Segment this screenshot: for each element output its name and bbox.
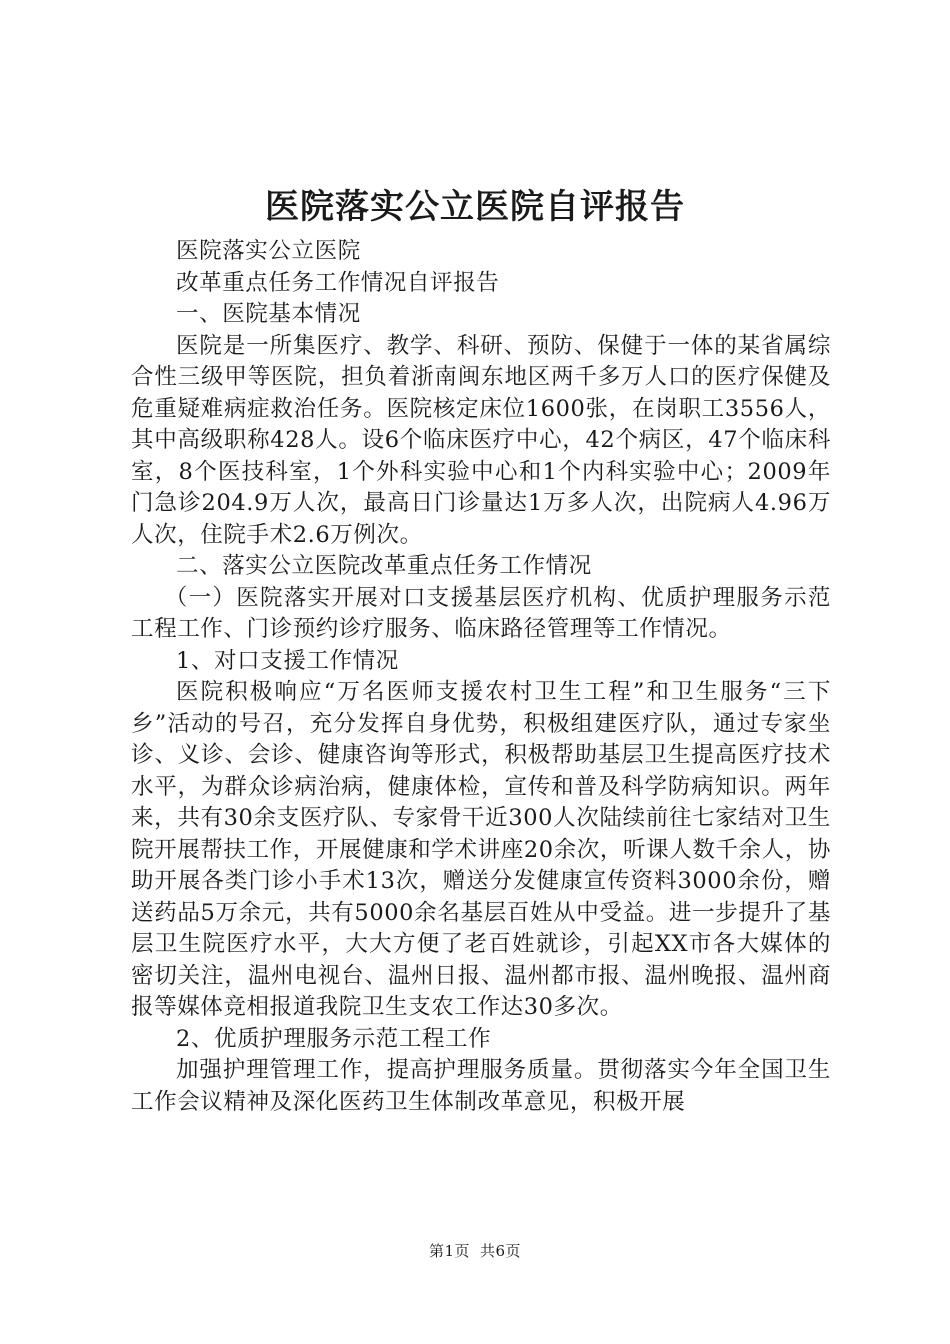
paragraph-support-work: 医院积极响应“万名医师支援农村卫生工程”和卫生服务“三下乡”活动的号召，充分发挥自身优势，积极组建医疗队，通过专家坐诊、义诊、会诊、健康咨询等形式，积极帮助基层卫生提高医疗技术水平，为群众诊病治病，健康体检，宣传和普及科学防病知识。两年来，共有30余支医疗队、专家骨干近300人次陆续前往七家结对卫生院开展帮扶工作，开展健康和学术讲座20余次，听课人数千余人，协助开展各类门诊小手术13次，赠送分发健康宣传资料3000余份，赠送药品5万余元，共有5000余名基层百姓从中受益。进一步提升了基层卫生院医疗水平，大大方便了老百姓就诊，引起XX市各大媒体的密切关注，温州电视台、温州日报、温州都市报、温州晚报、温州商报等媒体竞相报道我院卫生支农工作达30多次。: [131, 679, 831, 1020]
page-footer: [0, 1240, 950, 1262]
section-heading-2: 二、落实公立医院改革重点任务工作情况: [176, 553, 592, 579]
item-heading-2: 2、优质护理服务示范工程工作: [176, 1025, 492, 1052]
paragraph-nursing-work: 加强护理管理工作，提高护理服务质量。贯彻落实今年全国卫生工作会议精神及深化医药卫生体制改革意见，积极开展: [131, 1057, 831, 1115]
item-heading-1: 1、对口支援工作情况: [176, 647, 399, 674]
subtitle-line-2: 改革重点任务工作情况自评报告: [176, 269, 500, 296]
page-number: 第1页: [428, 1242, 470, 1260]
document-title: 医院落实公立医院自评报告: [265, 187, 685, 227]
section-heading-1: 一、医院基本情况: [176, 301, 361, 327]
subsection-heading-1: （一）医院落实开展对口支援基层医疗机构、优质护理服务示范工程工作、门诊预约诊疗服务、临床路径管理等工作情况。: [131, 584, 831, 642]
subtitle-line-1: 医院落实公立医院: [176, 238, 361, 264]
document-body: [131, 236, 831, 1118]
page-total: 共6页: [480, 1242, 522, 1260]
paragraph-hospital-overview: 医院是一所集医疗、教学、科研、预防、保健于一体的某省属综合性三级甲等医院，担负着浙南闽东地区两千多万人口的医疗保健及危重疑难病症救治任务。医院核定床位1600张，在岗职工3556人，其中高级职称428人。设6个临床医疗中心，42个病区，47个临床科室，8个医技科室，1个外科实验中心和1个内科实验中心；2009年门急诊204.9万人次，最高日门诊量达1万多人次，出院病人4.96万人次，住院手术2.6万例次。: [131, 332, 831, 548]
